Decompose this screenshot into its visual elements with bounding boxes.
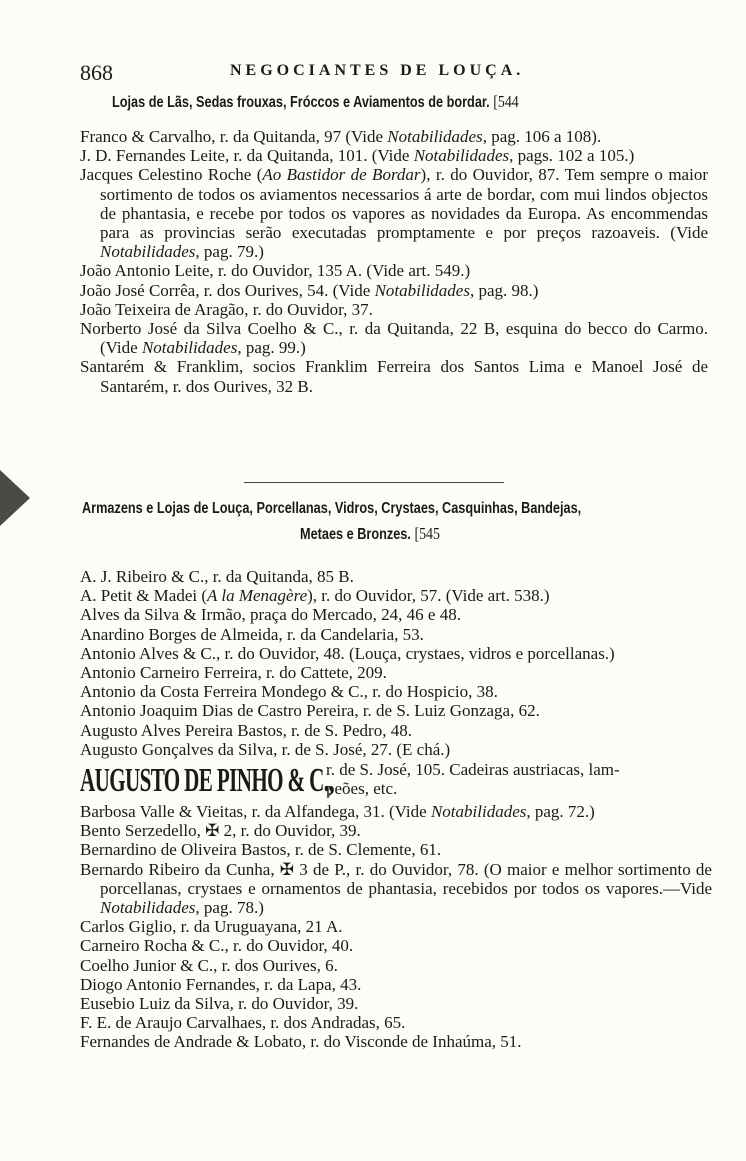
entry-italic: Ao Bastidor de Bordar: [262, 165, 421, 185]
entry-name: Bernardino de Oliveira Bastos: [80, 840, 287, 860]
section-heading-545: [82, 500, 581, 518]
entry-name: Antonio da Costa Ferreira Mondego & C.: [80, 682, 364, 702]
section-heading-text-line2: Metaes e Bronzes.: [300, 526, 411, 543]
entry-text: , socios Franklim Ferreira dos Santos Lima e Manoel José de Santarém, r. dos Ourives, 32 B.: [100, 357, 708, 396]
running-header: [80, 60, 720, 86]
list-item: [80, 586, 716, 605]
entry-text: , r. de S. Pedro, 48.: [282, 720, 412, 740]
section-ref: [545: [414, 524, 441, 543]
entry-italic: Notabilidades: [374, 280, 470, 300]
entry-text: , r. dos Andradas, 65.: [261, 1013, 406, 1033]
entry-text: , r. do Ouvidor, 39.: [229, 994, 359, 1014]
entry-text: , pag. 78.): [195, 898, 264, 918]
entry-text: , r. de S. José, 27. (E chá.): [273, 739, 451, 759]
entry-text: , r. do Visconde de Inhaúma, 51.: [301, 1032, 522, 1052]
list-item: [80, 165, 708, 261]
entry-name: Jacques Celestino Roche: [80, 165, 252, 185]
entry-name: A. J. Ribeiro & C.: [80, 567, 205, 586]
entry-list-544: [80, 127, 708, 396]
entry-name: Carlos Giglio: [80, 917, 173, 937]
entry-text: , praça do Mercado, 24, 46 e 48.: [241, 605, 461, 625]
list-item: [80, 840, 712, 859]
entry-text: , r. do Cattete, 209.: [257, 663, 387, 683]
list-item: [80, 682, 716, 701]
entry-text: , r. do Ouvidor, 40.: [224, 936, 354, 956]
entry-text: , r. da Quitanda, 101. (Vide: [224, 146, 414, 166]
entry-name: Eusebio Luiz da Silva: [80, 994, 230, 1014]
entry-italic: Notabilidades: [387, 127, 483, 146]
list-item: [80, 261, 708, 280]
entry-name: Augusto Gonçalves da Silva: [80, 739, 274, 759]
section-heading-text-line1: Armazens e Lojas de Louça, Porcellanas, Vidros, Crystaes, Casquinhas, Bandejas,: [82, 500, 582, 517]
entry-text: (: [197, 586, 208, 606]
section-heading-544: [112, 92, 519, 112]
entry-name-large: AUGUSTO DE PINHO & C.,: [80, 762, 334, 799]
entry-list-545-a: [80, 567, 716, 759]
entry-text: , pag. 72.): [526, 802, 595, 821]
list-item: [80, 300, 708, 319]
entry-name: F. E. de Araujo Carvalhaes: [80, 1013, 262, 1033]
entry-address: r. de S. José, 105. Cadeiras austriacas, lam-: [326, 760, 620, 779]
list-item: [80, 357, 708, 395]
list-item: [80, 740, 716, 759]
entry-text: , pag. 99.): [237, 338, 306, 358]
entry-text: , r. da Uruguayana, 21 A.: [172, 917, 343, 937]
entry-name: Augusto Alves Pereira Bastos: [80, 720, 283, 740]
list-item: [80, 146, 708, 165]
entry-name: Carneiro Rocha & C.: [80, 936, 225, 956]
entry-name: Barbosa Valle & Vieitas: [80, 802, 244, 821]
section-divider: [244, 482, 504, 483]
section-ref: [544: [493, 92, 519, 111]
list-item: [80, 975, 712, 994]
entry-text: , r. da Candelaria, 53.: [278, 624, 424, 644]
entry-text: , r. do Ouvidor, 135 A. (Vide art. 549.): [209, 261, 471, 281]
entry-name: Antonio Joaquim Dias de Castro Pereira: [80, 701, 355, 721]
list-item: [80, 605, 716, 624]
section-heading-text: Lojas de Lãs, Sedas frouxas, Fróccos e Aviamentos de bordar.: [112, 94, 490, 111]
entry-text: (: [251, 165, 263, 185]
entry-italic: Notabilidades: [413, 146, 510, 166]
entry-text: , r. da Quitanda, 97 (Vide: [211, 127, 388, 146]
list-item: [80, 567, 716, 586]
entry-text: , pag. 98.): [469, 280, 539, 300]
entry-text: , r. do Ouvidor, 37.: [244, 299, 373, 319]
entry-text: , pag. 106 a 108).: [482, 127, 602, 146]
running-title: NEGOCIANTES DE LOUÇA.: [230, 62, 525, 79]
list-item: [80, 821, 712, 840]
entry-text: , ✠ 2, r. do Ouvidor, 39.: [196, 821, 361, 841]
entry-text: , r. de S. Luiz Gonzaga, 62.: [354, 701, 540, 721]
entry-name: Antonio Alves & C.: [80, 643, 217, 663]
list-item: [80, 917, 712, 936]
entry-text: , r. dos Ourives, 54. (Vide: [195, 280, 375, 300]
entry-name: Bento Serzedello: [80, 821, 197, 841]
entry-name: João Teixeira de Aragão: [80, 299, 245, 319]
list-item: [80, 936, 712, 955]
entry-address-cont: peões, etc.: [326, 779, 398, 798]
list-item: [80, 663, 716, 682]
scan-artifact: [0, 470, 30, 526]
entry-name: Antonio Carneiro Ferreira: [80, 663, 258, 683]
entry-text: , ✠ 3 de P., r. do Ouvidor, 78. (O maior e melhor sortimento de porcellanas, crystaes e ornamentos de phantasia, recebidos por todos os vapores.—Vide: [100, 859, 712, 898]
list-item: [80, 625, 716, 644]
list-item: [80, 1013, 712, 1032]
list-item: [80, 994, 712, 1013]
entry-name: João Antonio Leite: [80, 261, 210, 281]
entry-list-545-b: [80, 802, 712, 1052]
entry-name: J. D. Fernandes Leite: [80, 146, 225, 166]
page-number: 868: [80, 60, 113, 85]
entry-text: ), r. do Ouvidor, 87. Tem sempre o maior sortimento de todos os aviamentos necessarios á arte de bordar, com mui lindos objectos de phantasia, e recebe por todos os vapores as novidades da Europa. As encommendas para as provincias serão executadas promptamente e por preços razoaveis. (Vide: [100, 165, 708, 243]
list-item: [80, 281, 708, 300]
list-item: [80, 956, 712, 975]
entry-name: Alves da Silva & Irmão: [80, 605, 242, 625]
list-item: [80, 1032, 712, 1051]
entry-text: , r. do Hospicio, 38.: [363, 682, 498, 702]
entry-text: ), r. do Ouvidor, 57. (Vide art. 538.): [307, 586, 550, 606]
entry-name: A. Petit & Madei: [80, 586, 198, 606]
entry-name: Norberto José da Silva Coelho & C.: [80, 319, 339, 339]
section-heading-545-line2: [300, 524, 440, 544]
entry-text: , r. do Ouvidor, 48. (Louça, crystaes, vidros e porcellanas.): [216, 643, 615, 663]
entry-augusto-de-pinho: [80, 760, 720, 798]
list-item: [80, 319, 708, 357]
entry-italic: Notabilidades: [100, 898, 196, 918]
list-item: [80, 721, 716, 740]
entry-italic: Notabilidades: [141, 338, 238, 358]
list-item: [80, 701, 716, 720]
list-item: [80, 644, 716, 663]
entry-italic: Notabilidades: [430, 802, 527, 821]
entry-name: Bernardo Ribeiro da Cunha: [80, 859, 271, 879]
entry-name: Fernandes de Andrade & Lobato: [80, 1032, 302, 1052]
entry-name: Diogo Antonio Fernandes: [80, 974, 256, 994]
entry-text: , r. da Lapa, 43.: [255, 974, 362, 994]
entry-name: Anardino Borges de Almeida: [80, 624, 279, 644]
entry-text: , r. de S. Clemente, 61.: [286, 840, 442, 860]
list-item: [80, 802, 712, 821]
entry-name: Santarém & Franklim: [80, 357, 240, 377]
entry-name: Franco & Carvalho: [80, 127, 212, 146]
entry-italic: Notabilidades: [100, 242, 196, 262]
entry-name: João José Corrêa: [80, 280, 196, 300]
entry-text: , r. dos Ourives, 6.: [213, 955, 338, 975]
entry-text: , r. da Quitanda, 22 B, esquina do becco do Carmo. (Vide: [100, 319, 708, 358]
entry-text: , pags. 102 a 105.): [509, 146, 635, 166]
entry-italic: A la Menagère: [207, 586, 308, 606]
entry-text: , pag. 79.): [195, 242, 264, 262]
list-item: [80, 860, 712, 918]
entry-text: , r. da Quitanda, 85 B.: [204, 567, 354, 586]
entry-name: Coelho Junior & C.: [80, 955, 214, 975]
entry-text: , r. da Alfandega, 31. (Vide: [243, 802, 431, 821]
list-item: [80, 127, 708, 146]
